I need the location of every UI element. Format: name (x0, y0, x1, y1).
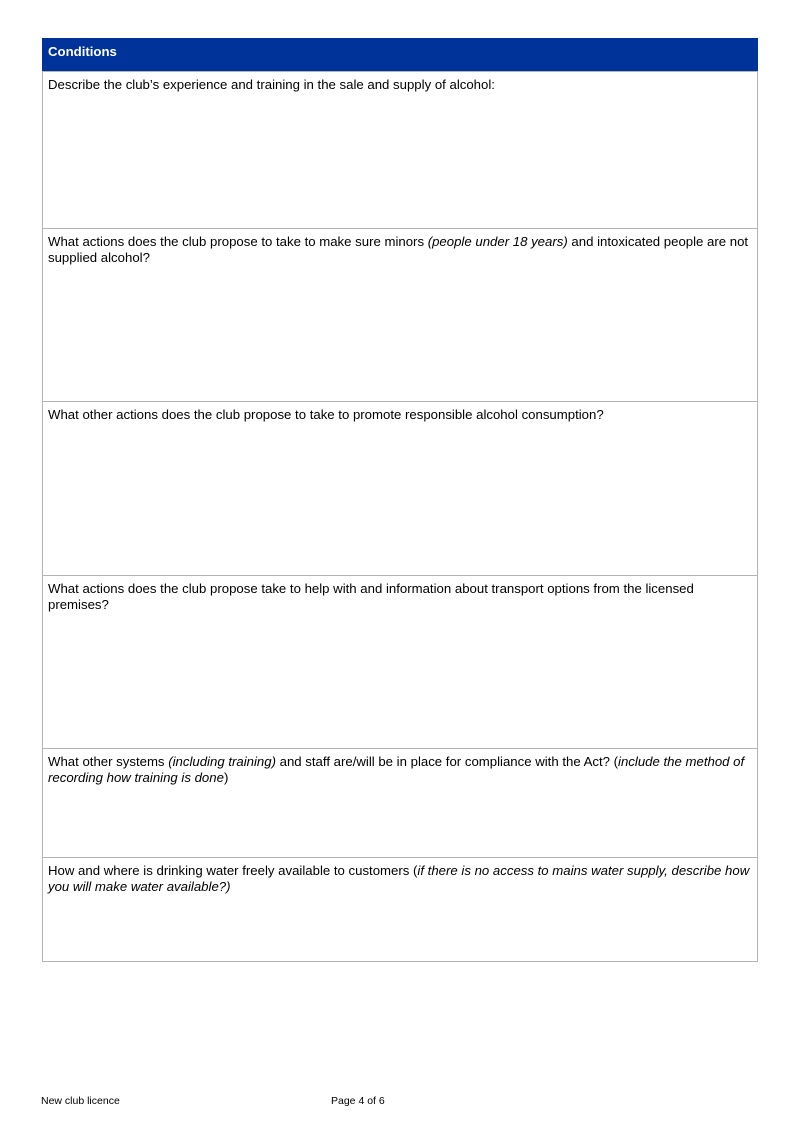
answer-field-transport[interactable] (48, 613, 752, 633)
section-title: Conditions (43, 39, 758, 72)
question-cell[interactable] (43, 72, 758, 229)
question-cell[interactable] (43, 229, 758, 402)
question-cell[interactable] (43, 749, 758, 858)
question-row-transport (43, 576, 758, 749)
document-name: New club licence (41, 1095, 120, 1107)
page-number: Page 4 of 6 (331, 1095, 385, 1107)
question-row-drinking-water (43, 858, 758, 962)
question-text: What actions does the club propose to take to make sure minors (people under 18 years) and intoxicated people are not supplied alcohol? (48, 234, 749, 265)
question-text: What other actions does the club propose to take to promote responsible alcohol consumption? (48, 407, 604, 422)
question-row-minors (43, 229, 758, 402)
question-row-responsible-consumption (43, 402, 758, 576)
answer-field-drinking-water[interactable] (48, 895, 752, 915)
question-cell[interactable] (43, 576, 758, 749)
question-cell[interactable] (43, 402, 758, 576)
question-text: What actions does the club propose take to help with and information about transport options from the licensed premises? (48, 581, 694, 612)
conditions-form-table (42, 38, 758, 962)
answer-field-compliance-systems[interactable] (48, 786, 752, 806)
section-header-row (43, 39, 758, 72)
question-row-experience (43, 72, 758, 229)
question-cell[interactable] (43, 858, 758, 962)
answer-field-experience[interactable] (48, 93, 752, 113)
question-text: How and where is drinking water freely available to customers (if there is no access to mains water supply, describe how you will make water available?) (48, 863, 750, 894)
answer-field-minors[interactable] (48, 266, 752, 286)
question-text: Describe the club’s experience and training in the sale and supply of alcohol: (48, 77, 495, 92)
question-row-compliance-systems (43, 749, 758, 858)
question-text: What other systems (including training) and staff are/will be in place for compliance with the Act? (include the method of recording how training is done) (48, 754, 745, 785)
answer-field-responsible-consumption[interactable] (48, 423, 752, 443)
